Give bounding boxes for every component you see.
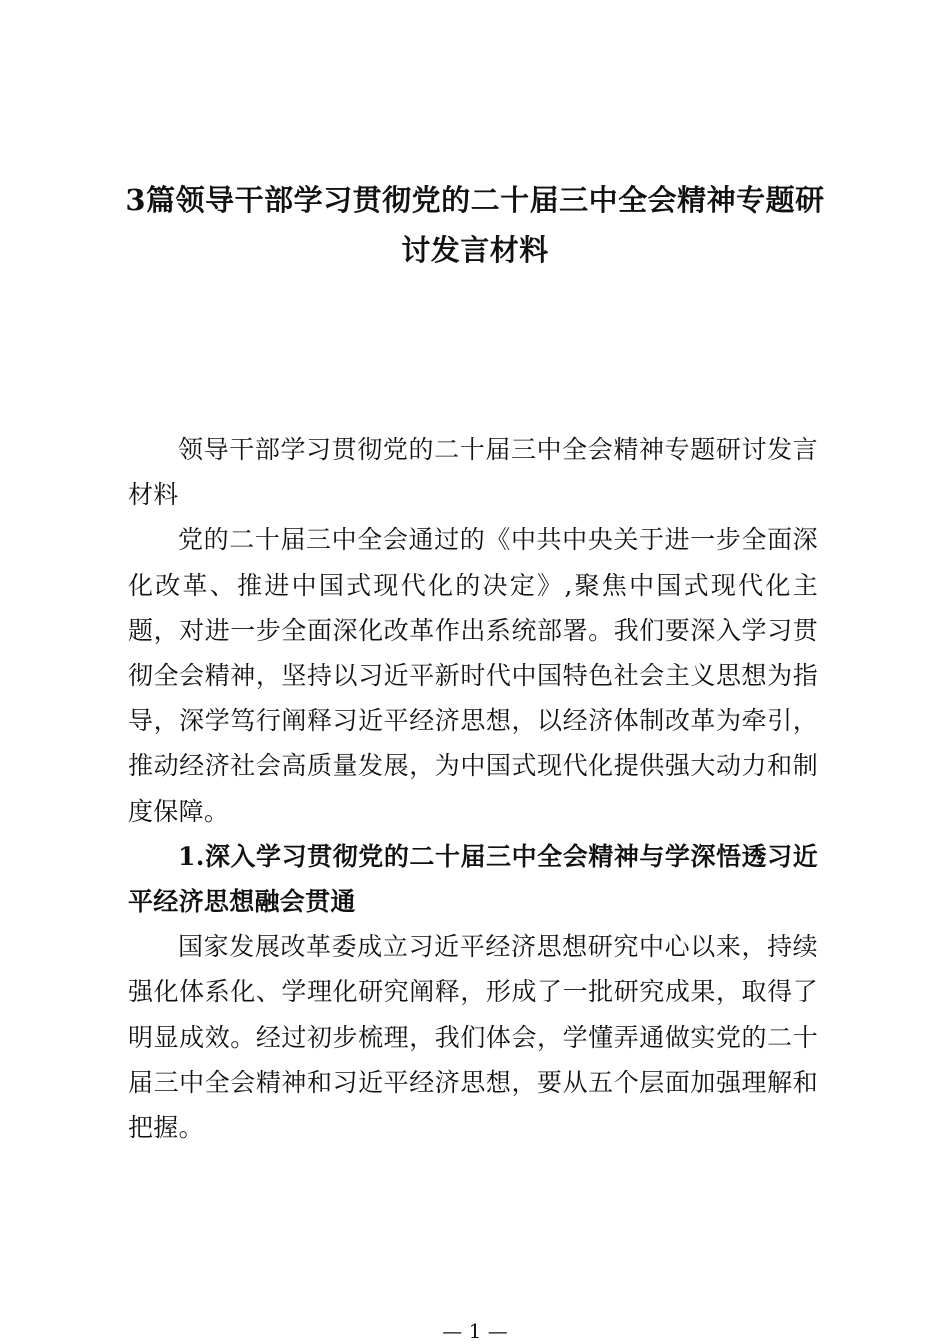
paragraph-intro-title: 领导干部学习贯彻党的二十届三中全会精神专题研讨发言材料 [128,435,818,510]
document-title: 3篇领导干部学习贯彻党的二十届三中全会精神专题研讨发言材料 [125,183,825,267]
section-heading-1: 1.深入学习贯彻党的二十届三中全会精神与学深悟透习近平经济思想融会贯通 [128,841,818,917]
paragraph-overview: 党的二十届三中全会通过的《中共中央关于进一步全面深化改革、推进中国式现代化的决定》,聚焦中国式现代化主题，对进一步全面深化改革作出系统部署。我们要深入学习贯彻全会精神，坚持以习近平新时代中国特色社会主义思想为指导，深学笃行阐释习近平经济思想，以经济体制改革为牵引，推动经济社会高质量发展，为中国式现代化提供强大动力和制度保障。 [128,525,818,826]
document-body [128,427,818,1150]
page-number: — 1 — [442,1319,508,1343]
paragraph-section-1: 国家发展改革委成立习近平经济思想研究中心以来，持续强化体系化、学理化研究阐释，形成了一批研究成果，取得了明显成效。经过初步梳理，我们体会，学懂弄通做实党的二十届三中全会精神和习近平经济思想，要从五个层面加强理解和把握。 [128,932,818,1143]
